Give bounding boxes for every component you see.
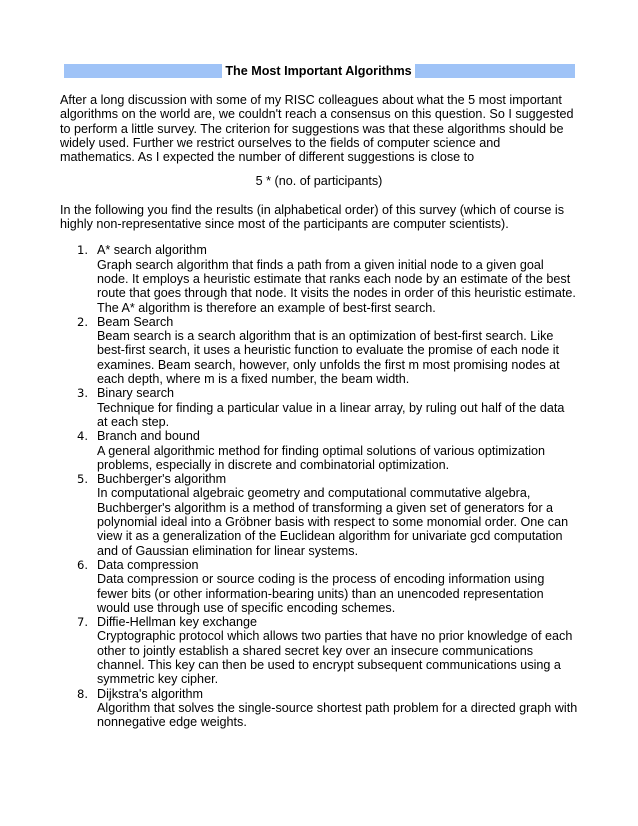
list-item: [60, 386, 578, 429]
algorithm-list: [60, 243, 578, 729]
list-item: [60, 243, 578, 314]
title-bar: [60, 63, 578, 79]
algorithm-name: Beam Search: [97, 314, 174, 329]
algorithm-description: Algorithm that solves the single-source shortest path problem for a directed graph with nonnegative edge weights.: [97, 700, 578, 730]
algorithm-description: Beam search is a search algorithm that is an optimization of best-first search. Like best-first search, it uses a heuristic function to evaluate the promise of each node it examines. Beam search, however, only unfolds the first m most promising nodes at each depth, where m is a fixed number, the beam width.: [97, 329, 560, 387]
list-item: [60, 315, 578, 386]
item-number: 1.: [77, 243, 89, 258]
algorithm-name: Buchberger's algorithm: [97, 472, 227, 487]
intro-paragraph: After a long discussion with some of my RISC colleagues about what the 5 most important algorithms on the world are, we couldn't reach a consensus on this question. So I suggested to perform a little survey. The criterion for suggestions was that these algorithms should be widely used. Further we restrict ourselves to the fields of computer science and mathematics. As I expected the number of different suggestions is close to: [60, 93, 574, 165]
list-item: [60, 472, 578, 558]
title-highlight-left: [64, 64, 222, 78]
algorithm-description: Graph search algorithm that finds a path from a given initial node to a given goal node. It employs a heuristic estimate that ranks each node by an estimate of the best route that goes through that node. It visits the nodes in order of this heuristic estimate. The A* algorithm is therefore an example of best-first search.: [97, 257, 576, 315]
item-number: 3.: [77, 386, 89, 401]
algorithm-name: A* search algorithm: [97, 243, 207, 258]
item-number: 2.: [77, 314, 89, 329]
algorithm-name: Diffie-Hellman key exchange: [97, 615, 258, 630]
item-number: 6.: [77, 557, 89, 572]
algorithm-name: Dijkstra's algorithm: [97, 686, 203, 701]
results-paragraph: In the following you find the results (in alphabetical order) of this survey (which of course is highly non-representative since most of the participants are computer scientists).: [60, 202, 564, 232]
list-item: [60, 687, 578, 730]
algorithm-name: Branch and bound: [97, 429, 200, 444]
formula-line: 5 * (no. of participants): [255, 174, 383, 189]
page-title: The Most Important Algorithms: [225, 64, 412, 78]
algorithm-name: Data compression: [97, 557, 199, 572]
algorithm-description: Technique for finding a particular value in a linear array, by ruling out half of the data at each step.: [97, 400, 565, 429]
list-item: [60, 615, 578, 686]
algorithm-description: In computational algebraic geometry and computational commutative algebra, Buchberger's algorithm is a method of transforming a given set of generators for a polynomial ideal into a Gröbner basis with respect to some monomial order. One can view it as a generalization of the Euclidean algorithm for univariate gcd computation and of Gaussian elimination for linear systems.: [97, 486, 569, 558]
algorithm-description: A general algorithmic method for finding optimal solutions of various optimization problems, especially in discrete and combinatorial optimization.: [97, 443, 546, 472]
list-item: [60, 429, 578, 472]
document-page: [60, 63, 578, 729]
list-item: [60, 558, 578, 615]
item-number: 4.: [77, 429, 89, 444]
title-highlight-right: [415, 64, 575, 78]
algorithm-name: Binary search: [97, 386, 174, 401]
item-number: 5.: [77, 472, 89, 487]
item-number: 8.: [77, 686, 89, 701]
algorithm-description: Data compression or source coding is the process of encoding information using fewer bits (or other information-bearing units) than an unencoded representation would use through use of specific encoding schemes.: [97, 572, 545, 615]
algorithm-description: Cryptographic protocol which allows two parties that have no prior knowledge of each other to jointly establish a shared secret key over an insecure communications channel. This key can then be used to encrypt subsequent communications using a symmetric key cipher.: [97, 629, 573, 687]
item-number: 7.: [77, 615, 89, 630]
